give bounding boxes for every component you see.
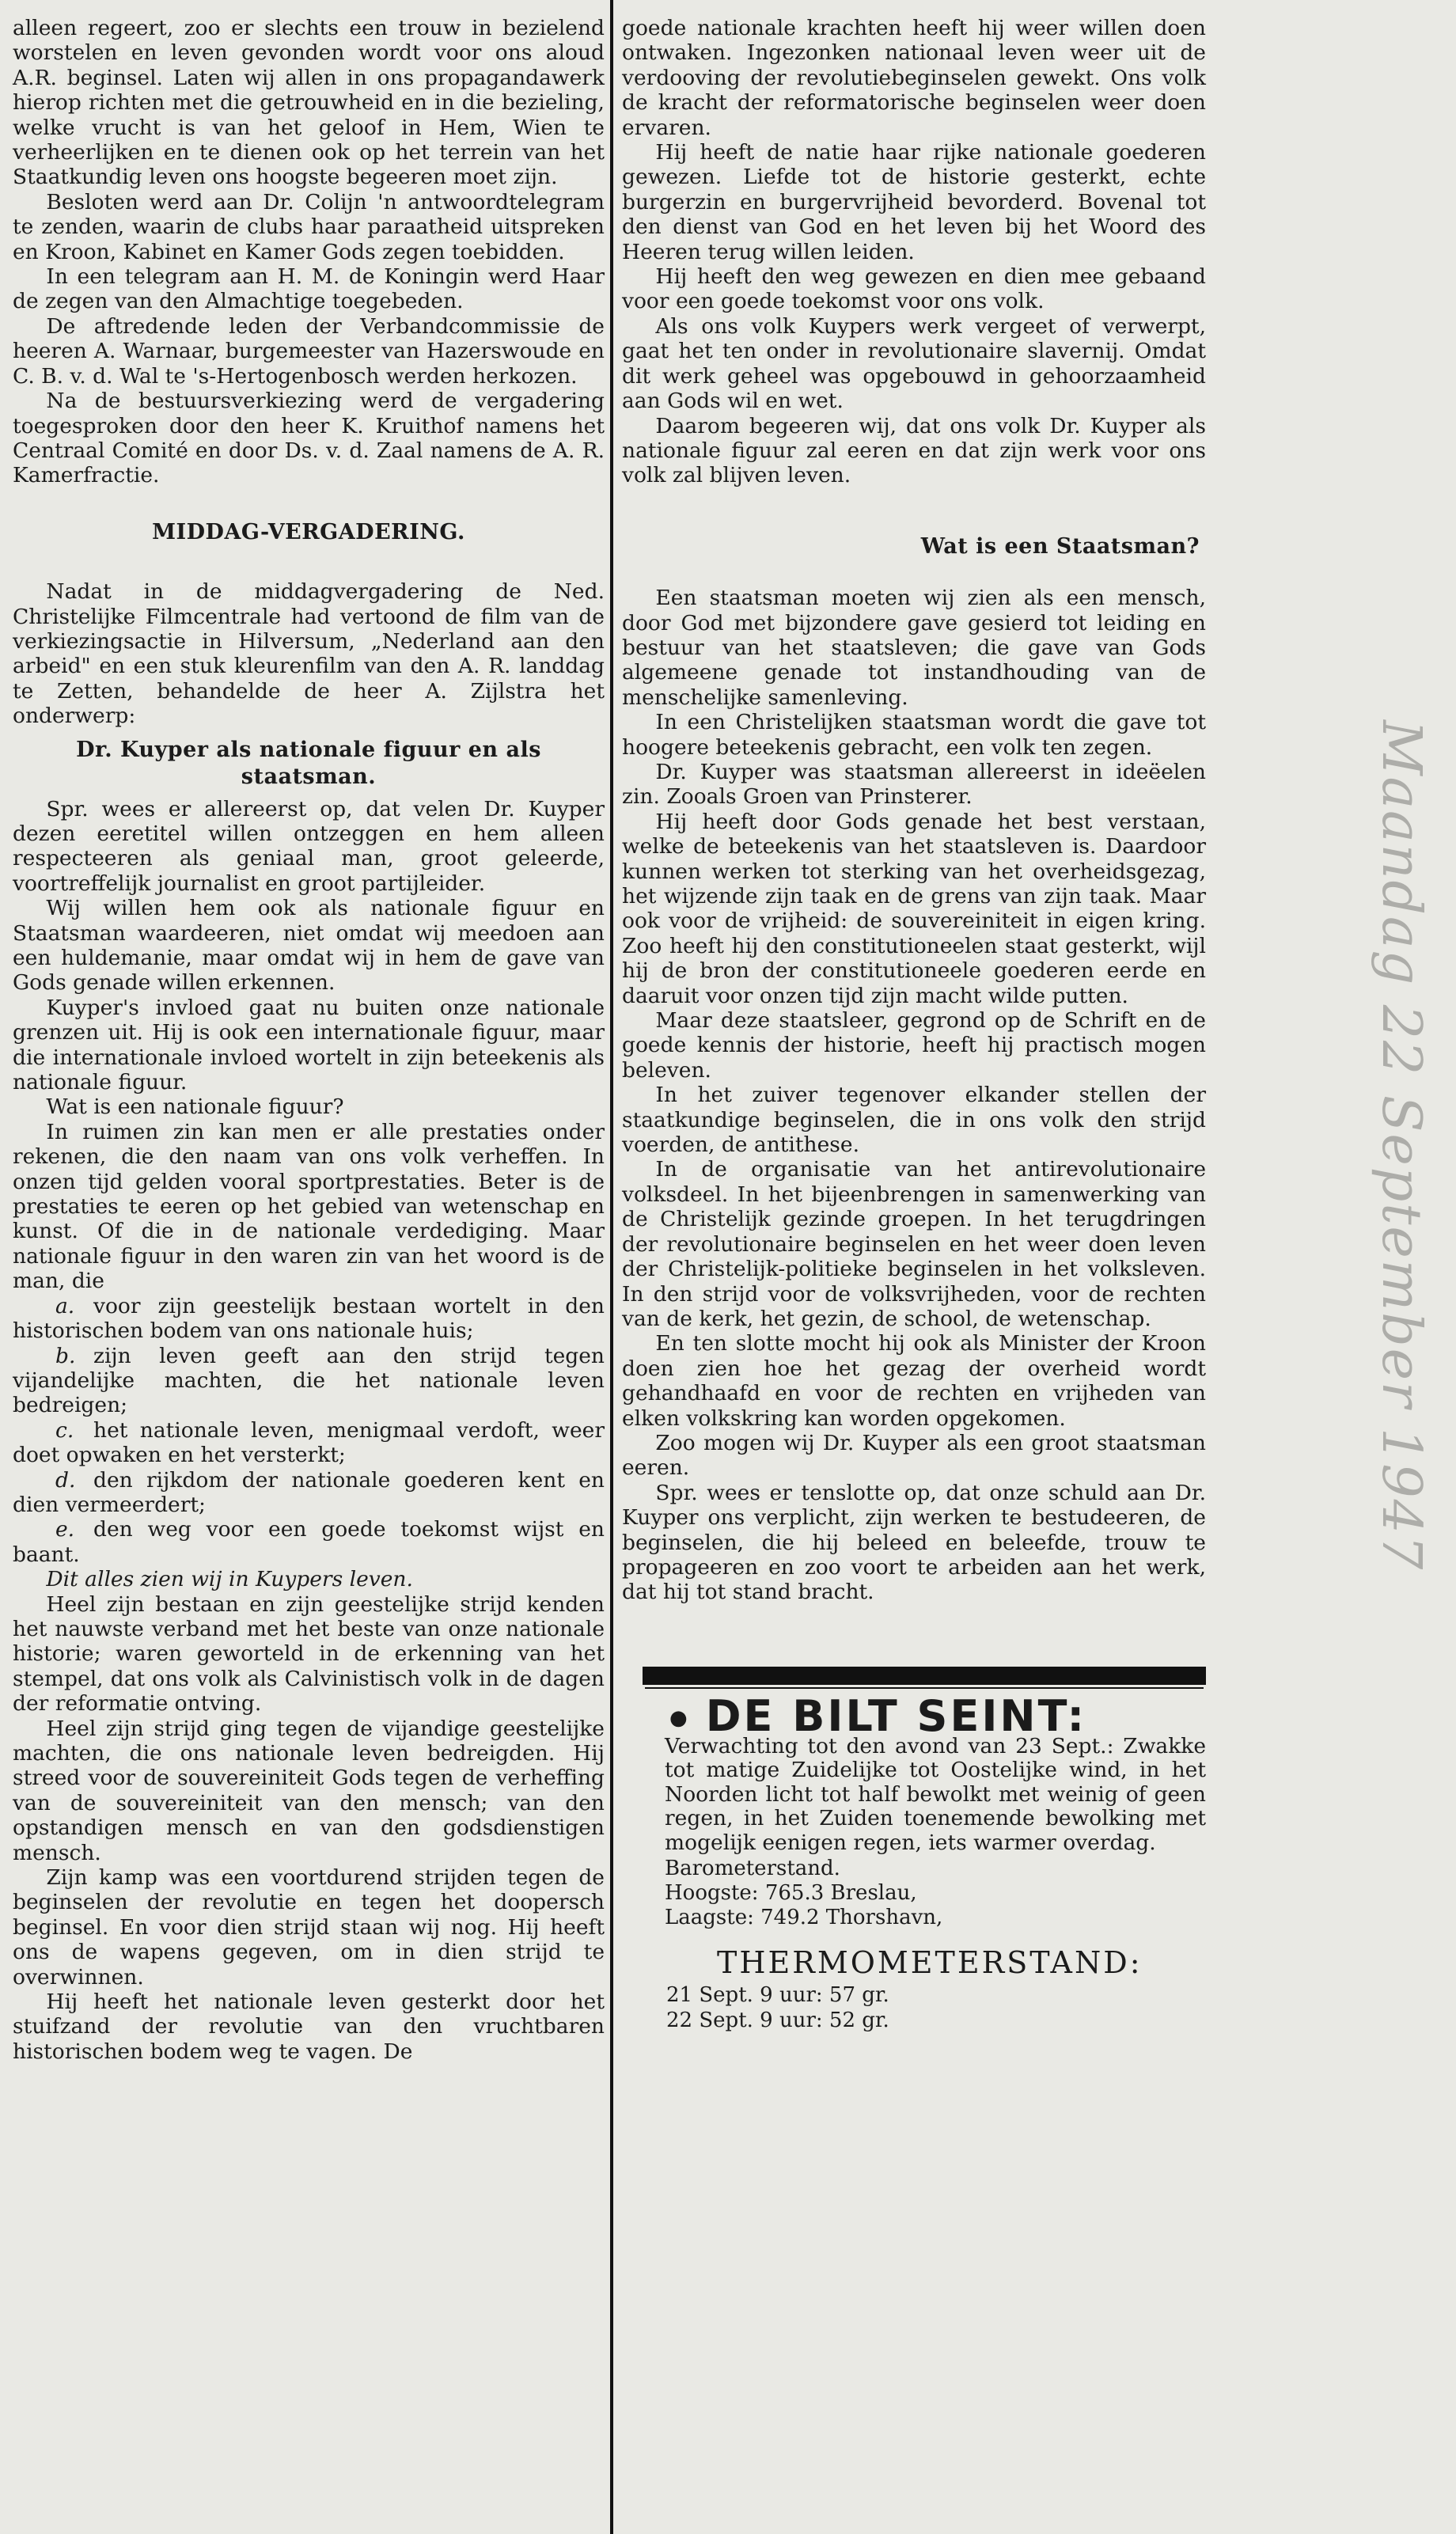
handwritten-date-note [1298,712,1456,1572]
thermometer-title: THERMOMETERSTAND: [717,1945,1143,1981]
barometer-label: Barometerstand. [665,1857,840,1881]
paragraph: In de organisatie van het antirevolutionaire volksdeel. In het bijeenbrengen in samenwerking van de Christelijk gezinde groepen. In het terugdringen der revolutionaire beginselen en het weer doen leven der Christelijk-politieke beginselen in het volksleven. In den strijd voor de volksvrijheden, voor de rechten van de kerk, het gezin, de school, de wetenschap. [622,1157,1206,1331]
paragraph: Als ons volk Kuypers werk vergeet of verwerpt, gaat het ten onder in revolutionaire slavernij. Omdat dit werk geheel was opgebouwd in gehoorzaamheid aan Gods wil en wet. [622,313,1206,414]
column-divider [610,0,613,2534]
list-item [13,1418,605,1468]
weather-forecast: Verwachting tot den avond van 23 Sept.: Zwakke tot matige Zuidelijke tot Oostelijke wind, in het Noorden licht tot half bewolkt met weinig of geen regen, in het Zuiden toenemende bewolking met mogelijk eenigen regen, iets warmer overdag. [665,1733,1206,1855]
paragraph: Heel zijn strijd ging tegen de vijandige geestelijke machten, die ons nationale leven bedreigden. Hij streed voor de souvereiniteit Gods tegen de verheffing van de souvereiniteit van den mensch; van den opstandigen mensch en van den godsdienstigen mensch. [13,1716,605,1865]
paragraph: Hij heeft het nationale leven gesterkt door het stuifzand der revolutie van den vruchtbaren historischen bodem weg te vagen. De [13,1990,605,2064]
criteria-list [13,1294,605,1567]
paragraph: In een telegram aan H. M. de Koningin werd Haar de zegen van den Almachtige toegebeden. [13,264,605,314]
list-item-label: b. [55,1343,76,1368]
paragraph: Heel zijn bestaan en zijn geestelijke strijd kenden het nauwste verband met het beste van onze nationale historie; waren geworteld in de erkenning van het stempel, dat ons volk als Calvinistisch volk in de dagen der reformatie ontving. [13,1591,605,1717]
list-item-label: d. [55,1467,76,1493]
list-item-label: c. [55,1417,74,1443]
paragraph: Dr. Kuyper was staatsman allereerst in ideëelen zin. Zooals Groen van Prinsterer. [622,759,1206,810]
weather-separator-rule [643,1667,1206,1685]
paragraph: Kuyper's invloed gaat nu buiten onze nationale grenzen uit. Hij is ook een internationale figuur, maar die internationale invloed wortelt in zijn beteekenis als nationale figuur. [13,995,605,1095]
list-item-label: e. [55,1517,75,1542]
paragraph: Een staatsman moeten wij zien als een mensch, door God met bijzondere gave gesierd tot leiding en bestuur van het staatsleven; die gave van Gods algemeene genade tot instandhouding van de menschelijke samenleving. [622,586,1206,710]
paragraph: goede nationale krachten heeft hij weer willen doen ontwaken. Ingezonken nationaal leven weer uit de verdooving der revolutiebeginselen gewekt. Ons volk de kracht der reformatorische beginselen weer doen ervaren. [622,16,1206,140]
paragraph: Hij heeft door Gods genade het best verstaan, welke de beteekenis van het staatsleven is. Daardoor kunnen werken tot sterking van het overheidsgezag, het wijzende zijn taak en de grens van zijn taak. Maar ook voor de vrijheid: de souvereiniteit in eigen kring. Zoo heeft hij den constitutioneelen staat gesterkt, wijl hij de bron der constitutioneele goederen eerde en daaruit voor onzen tijd zijn macht wilde putten. [622,809,1206,1008]
list-item-text: den rijkdom der nationale goederen kent en dien vermeerdert; [13,1467,605,1517]
right-column [622,16,1206,2033]
paragraph: En ten slotte mocht hij ook als Minister der Kroon doen zien hoe het gezag der overheid wordt gehandhaafd en voor de rechten en vrijheden van elken volkskring kan worden opgekomen. [622,1331,1206,1431]
italic-statement: Dit alles zien wij in Kuypers leven. [46,1567,413,1592]
left-column [13,16,605,2064]
list-item [13,1468,605,1518]
list-item-text: zijn leven geeft aan den strijd tegen vijandelijke machten, die het nationale leven bedreigen; [13,1343,605,1418]
section-heading-staatsman: Wat is een Staatsman? [920,533,1200,559]
paragraph: Zoo mogen wij Dr. Kuyper als een groot staatsman eeren. [622,1430,1206,1481]
list-item-text: den weg voor een goede toekomst wijst en baant. [13,1517,605,1567]
paragraph: Spr. wees er tenslotte op, dat onze schuld aan Dr. Kuyper ons verplicht, zijn werken te bestudeeren, de beginselen, die hij beleed en beleefde, trouw te propageeren en zoo voort te arbeiden aan het werk, dat hij tot stand bracht. [622,1480,1206,1605]
list-item [13,1517,605,1567]
list-item-text: het nationale leven, menigmaal verdoft, weer doet opwaken en het versterkt; [13,1417,605,1468]
paragraph: Zijn kamp was een voortdurend strijden tegen de beginselen der revolutie en tegen het doopersch beginsel. En voor dien strijd staan wij nog. Hij heeft ons de wapens gegeven, om in dien strijd te overwinnen. [13,1865,605,1990]
paragraph: In het zuiver tegenover elkander stellen der staatkundige beginselen, die in ons volk den strijd voerden, de antithese. [622,1083,1206,1158]
barometer-highest: Hoogste: 765.3 Breslau, [665,1881,917,1906]
barometer-block [665,1857,1206,1930]
paragraph: alleen regeert, zoo er slechts een trouw in bezielend worstelen en leven gevonden wordt voor ons aloud A.R. beginsel. Laten wij allen in ons propagandawerk hierop richten met die getrouwheid en in die bezieling, welke vrucht is van het geloof in Hem, Wien te verheerlijken en te dienen ook op het terrein van het Staatkundig leven ons hoogste begeeren moet zijn. [13,16,605,190]
paragraph: Hij heeft den weg gewezen en dien mee gebaand voor een goede toekomst voor ons volk. [622,264,1206,314]
list-item-text: voor zijn geestelijk bestaan wortelt in den historischen bodem van ons nationale huis; [13,1293,605,1344]
thermometer-reading: 22 Sept. 9 uur: 52 gr. [666,2008,889,2032]
paragraph: De aftredende leden der Verbandcommissie de heeren A. Warnaar, burgemeester van Hazerswoude en C. B. v. d. Wal te 's-Hertogenbosch werden herkozen. [13,313,605,389]
barometer-lowest: Laagste: 749.2 Thorshavn, [665,1906,943,1930]
paragraph: Hij heeft de natie haar rijke nationale goederen gewezen. Liefde tot de historie gesterkt, echte burgerzin en burgervrijheid bevorderd. Bovenal tot den dienst van God en het leven bij het Woord des Heeren terug willen leiden. [622,140,1206,264]
handwritten-date-text: Maandag 22 September 1947 [1370,720,1432,1572]
list-item [13,1344,605,1418]
paragraph: Maar deze staatsleer, gegrond op de Schrift en de goede kennis der historie, heeft hij practisch mogen beleven. [622,1008,1206,1083]
list-item [13,1294,605,1344]
paragraph: Besloten werd aan Dr. Colijn 'n antwoordtelegram te zenden, waarin de clubs haar paraatheid uitspreken en Kroon, Kabinet en Kamer Gods zegen toebidden. [13,189,605,264]
paragraph: Spr. wees er allereerst op, dat velen Dr. Kuyper dezen eeretitel willen ontzeggen en hem alleen respecteeren als geniaal man, groot geleerde, voortreffelijk journalist en groot partijleider. [13,796,605,896]
section-heading-kuyper: Dr. Kuyper als nationale figuur en als staatsman. [76,737,541,789]
section-heading-middag: MIDDAG-VERGADERING. [152,519,465,544]
bullet-icon: ● [669,1706,690,1731]
paragraph: Daarom begeeren wij, dat ons volk Dr. Kuyper als nationale figuur zal eeren en dat zijn werk voor ons volk zal blijven leven. [622,413,1206,488]
paragraph: Na de bestuursverkiezing werd de vergadering toegesproken door den heer K. Kruithof namens het Centraal Comité en door Ds. v. d. Zaal namens de A. R. Kamerfractie. [13,389,605,488]
paragraph: Wij willen hem ook als nationale figuur en Staatsman waardeeren, niet omdat wij meedoen aan een huldemanie, maar omdat wij in hem de gave van Gods genade willen erkennen. [13,896,605,996]
paragraph: In een Christelijken staatsman wordt die gave tot hoogere beteekenis gebracht, een volk ten zegen. [622,710,1206,760]
paragraph: Wat is een nationale figuur? [46,1094,344,1120]
paragraph: In ruimen zin kan men er alle prestaties onder rekenen, die den naam van ons volk verheffen. In onzen tijd gelden vooral sportprestaties. Beter is de prestaties te eeren op het gebied van wetenschap en kunst. Of die in de nationale verdediging. Maar nationale figuur in den waren zin van het woord is de man, die [13,1119,605,1294]
list-item-label: a. [55,1293,75,1318]
thermometer-reading: 21 Sept. 9 uur: 57 gr. [666,1982,889,2007]
weather-box [622,1690,1206,2033]
weather-title-text: DE BILT SEINT: [705,1690,1087,1741]
paragraph: Nadat in de middagvergadering de Ned. Christelijke Filmcentrale had vertoond de film van de verkiezingsactie in Hilversum, „Nederland aan den arbeid" en een stuk kleurenfilm van den A. R. landdag te Zetten, behandelde de heer A. Zijlstra het onderwerp: [13,579,605,729]
weather-title [669,1690,1206,1741]
